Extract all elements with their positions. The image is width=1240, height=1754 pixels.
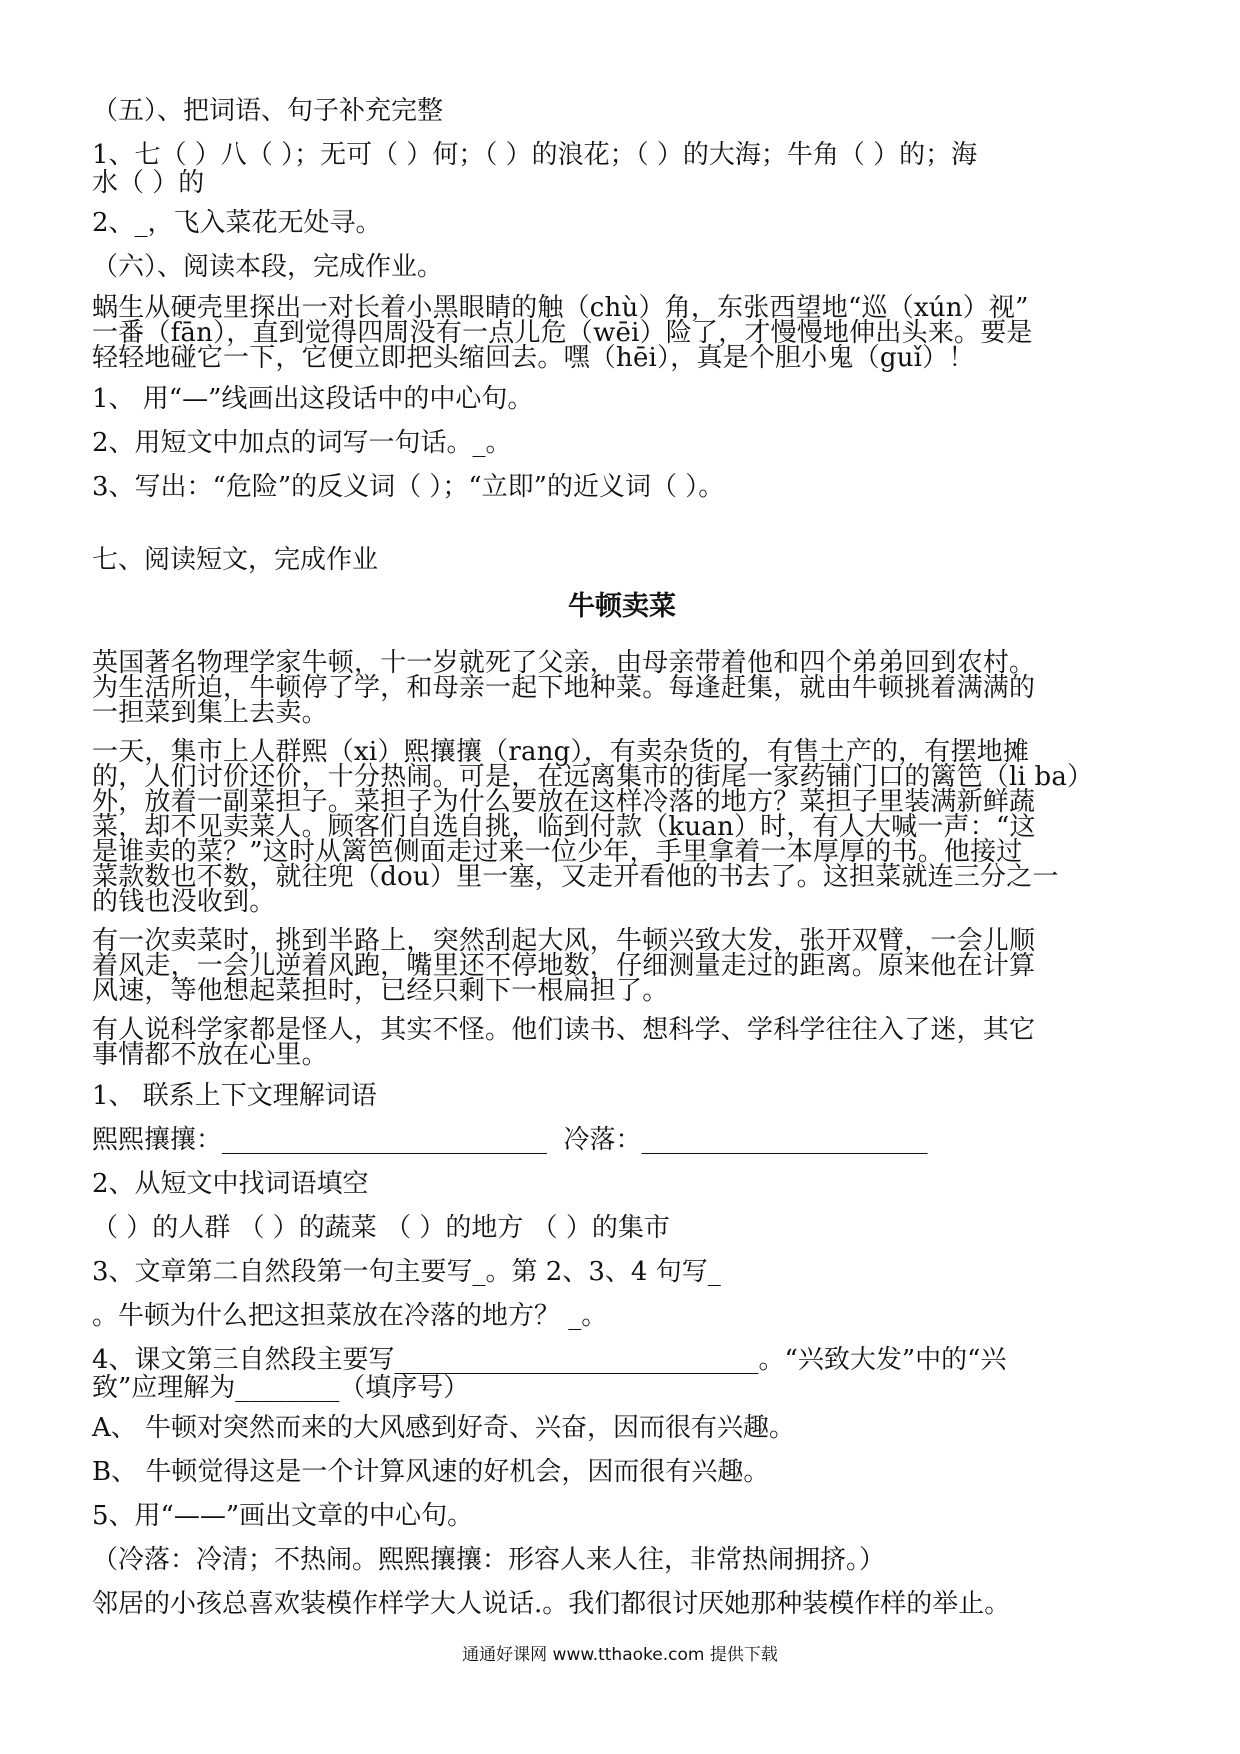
section7-q2: 2、从短文中找词语填空 [92, 1169, 369, 1199]
section6-q1: 1、 用“—”线画出这段话中的中心句。 [92, 384, 534, 414]
section7-q3-line2: 。牛顿为什么把这担菜放在冷落的地方？ _。 [92, 1301, 608, 1331]
para-line: 有人说科学家都是怪人，其实不怪。他们读书、想科学、学科学往往入了迷，其它 [92, 1015, 1036, 1045]
para-line: 一担菜到集上去卖。 [92, 698, 328, 728]
para-line: 的钱也没收到。 [92, 887, 276, 917]
section7-option-a: A、 牛顿对突然而来的大风感到好奇、兴奋，因而很有兴趣。 [92, 1413, 796, 1443]
section7-note: （冷落：冷清；不热闹。熙熙攘攘：形容人来人往，非常热闹拥挤。） [92, 1545, 886, 1575]
article-paragraph-4 [92, 1015, 1152, 1070]
section7-q1: 1、 联系上下文理解词语 [92, 1081, 377, 1111]
passage-line: 轻轻地碰它一下，它便立即把头缩回去。嘿（hēi），真是个胆小鬼（guǐ）！ [92, 343, 975, 373]
section5-q2: 2、_，飞入菜花无处寻。 [92, 208, 382, 238]
section5-q1-line1: 1、七（ ）八（ ）；无可（ ）何；（ ）的浪花；（ ）的大海；牛角（ ）的；海 [92, 140, 978, 170]
article-paragraph-2 [92, 737, 1152, 917]
para-line: 着风走，一会儿逆着风跑，嘴里还不停地数，仔细测量走过的距离。原来他在计算 [92, 951, 1036, 981]
passage-line: 蜗生从硬壳里探出一对长着小黑眼睛的触（chù）角，东张西望地“巡（xún）视” [92, 293, 1029, 323]
section7-q1-answer: 熙熙攘攘：_________________________ 冷落：______________________ [92, 1125, 928, 1155]
section7-q5: 5、用“——”画出文章的中心句。 [92, 1501, 474, 1531]
para-line: 为生活所迫，牛顿停了学，和母亲一起下地种菜。每逢赶集，就由牛顿挑着满满的 [92, 673, 1036, 703]
article-title: 牛顿卖菜 [568, 591, 676, 622]
section6-heading: （六）、阅读本段，完成作业。 [92, 252, 444, 282]
section7-last-line: 邻居的小孩总喜欢装模作样学大人说话.。我们都很讨厌她那种装模作样的举止。 [92, 1589, 1011, 1619]
section5-heading: （五）、把词语、句子补充完整 [92, 96, 444, 126]
para-line: 的，人们讨价还价，十分热闹。可是，在远离集市的街尾一家药铺门口的篱笆（li ba） [92, 762, 1094, 792]
para-line: 有一次卖菜时，挑到半路上，突然刮起大风，牛顿兴致大发，张开双臂，一会儿顺 [92, 926, 1036, 956]
section7-q2-answer: （ ）的人群 （ ）的蔬菜 （ ）的地方 （ ）的集市 [92, 1213, 670, 1243]
para-line: 菜款数也不数，就往兜（dou）里一塞，又走开看他的书去了。这担菜就连三分之一 [92, 862, 1059, 892]
section6-q3: 3、写出：“危险”的反义词（ ）；“立即”的近义词（ ）。 [92, 472, 725, 502]
section7-q4-line2: 致”应理解为________（填序号） [92, 1373, 470, 1403]
article-paragraph-3 [92, 926, 1152, 1006]
section6-q2: 2、用短文中加点的词写一句话。_。 [92, 428, 512, 458]
para-line: 事情都不放在心里。 [92, 1040, 328, 1070]
para-line: 外，放着一副菜担子。菜担子为什么要放在这样冷落的地方？菜担子里装满新鲜蔬 [92, 787, 1036, 817]
para-line: 是谁卖的菜？”这时从篱笆侧面走过来一位少年，手里拿着一本厚厚的书。他接过 [92, 837, 1023, 867]
passage-line: 一番（fān），直到觉得四周没有一点儿危（wēi）险了，才慢慢地伸出头来。要是 [92, 318, 1033, 348]
para-line: 风速，等他想起菜担时，已经只剩下一根扁担了。 [92, 976, 669, 1006]
section6-passage [92, 293, 1152, 373]
section5-q1-line2: 水（ ）的 [92, 168, 205, 198]
para-line: 一天，集市上人群熙（xi）熙攘攘（rang），有卖杂货的，有售土产的，有摆地摊 [92, 737, 1030, 767]
worksheet-page [92, 96, 1152, 1620]
section7-q3-line1: 3、文章第二自然段第一句主要写_。第 2、3、4 句写_ [92, 1257, 721, 1287]
section7-option-b: B、 牛顿觉得这是一个计算风速的好机会，因而很有兴趣。 [92, 1457, 770, 1487]
article-paragraph-1 [92, 648, 1152, 728]
para-line: 英国著名物理学家牛顿，十一岁就死了父亲，由母亲带着他和四个弟弟回到农村。 [92, 648, 1036, 678]
section7-heading: 七、阅读短文，完成作业 [92, 545, 379, 575]
para-line: 菜，却不见卖菜人。顾客们自选自挑，临到付款（kuan）时，有人大喊一声：“这 [92, 812, 1036, 842]
section7-q4-line1: 4、课文第三自然段主要写____________________________。“兴致大发”中的“兴 [92, 1345, 1007, 1375]
footer-credit: 通通好课网 www.tthaoke.com 提供下载 [462, 1645, 778, 1665]
